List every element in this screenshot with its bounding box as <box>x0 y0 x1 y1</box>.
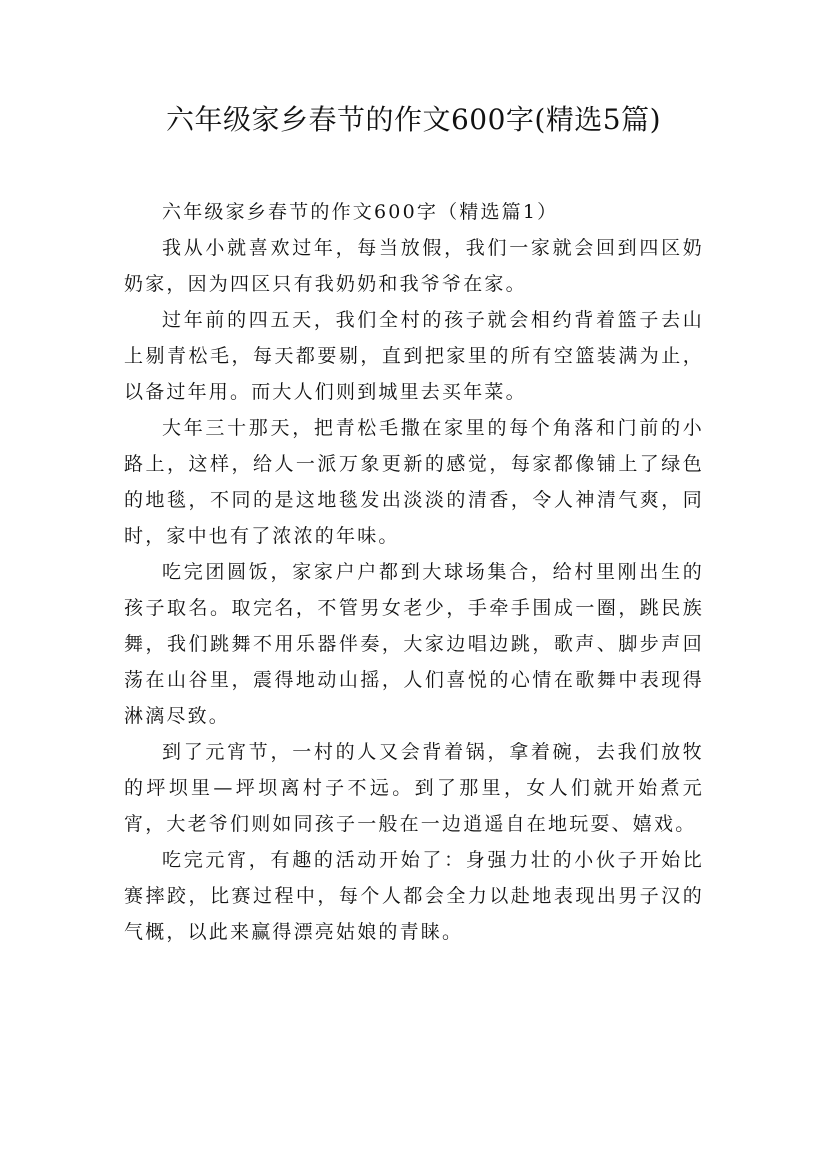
paragraph-6: 吃完元宵，有趣的活动开始了：身强力壮的小伙子开始比赛摔跤，比赛过程中，每个人都会全力以赴地表现出男子汉的气概，以此来赢得漂亮姑娘的青睐。 <box>124 849 704 943</box>
paragraph-5: 到了元宵节，一村的人又会背着锅，拿着碗，去我们放牧的坪坝里—坪坝离村子不远。到了那里，女人们就开始煮元宵，大老爷们则如同孩子一般在一边逍遥自在地玩耍、嬉戏。 <box>124 741 704 835</box>
paragraph-4: 吃完团圆饭，家家户户都到大球场集合，给村里刚出生的孩子取名。取完名，不管男女老少，手牵手围成一圈，跳民族舞，我们跳舞不用乐器伴奏，大家边唱边跳，歌声、脚步声回荡在山谷里，震得地动山摇，人们喜悦的心情在歌舞中表现得淋漓尽致。 <box>124 561 704 727</box>
document-title: 六年级家乡春节的作文600字(精选5篇) <box>165 103 662 136</box>
paragraph-3: 大年三十那天，把青松毛撒在家里的每个角落和门前的小路上，这样，给人一派万象更新的感觉，每家都像铺上了绿色的地毯，不同的是这地毯发出淡淡的清香，令人神清气爽，同时，家中也有了浓浓的年味。 <box>124 417 704 547</box>
paragraph-1: 我从小就喜欢过年，每当放假，我们一家就会回到四区奶奶家，因为四区只有我奶奶和我爷爷在家。 <box>124 237 704 295</box>
paragraph-2: 过年前的四五天，我们全村的孩子就会相约背着篮子去山上剔青松毛，每天都要剔，直到把家里的所有空篮装满为止，以备过年用。而大人们则到城里去买年菜。 <box>124 309 704 403</box>
section-heading: 六年级家乡春节的作文600字（精选篇1） <box>162 201 559 223</box>
article-body <box>124 194 704 950</box>
